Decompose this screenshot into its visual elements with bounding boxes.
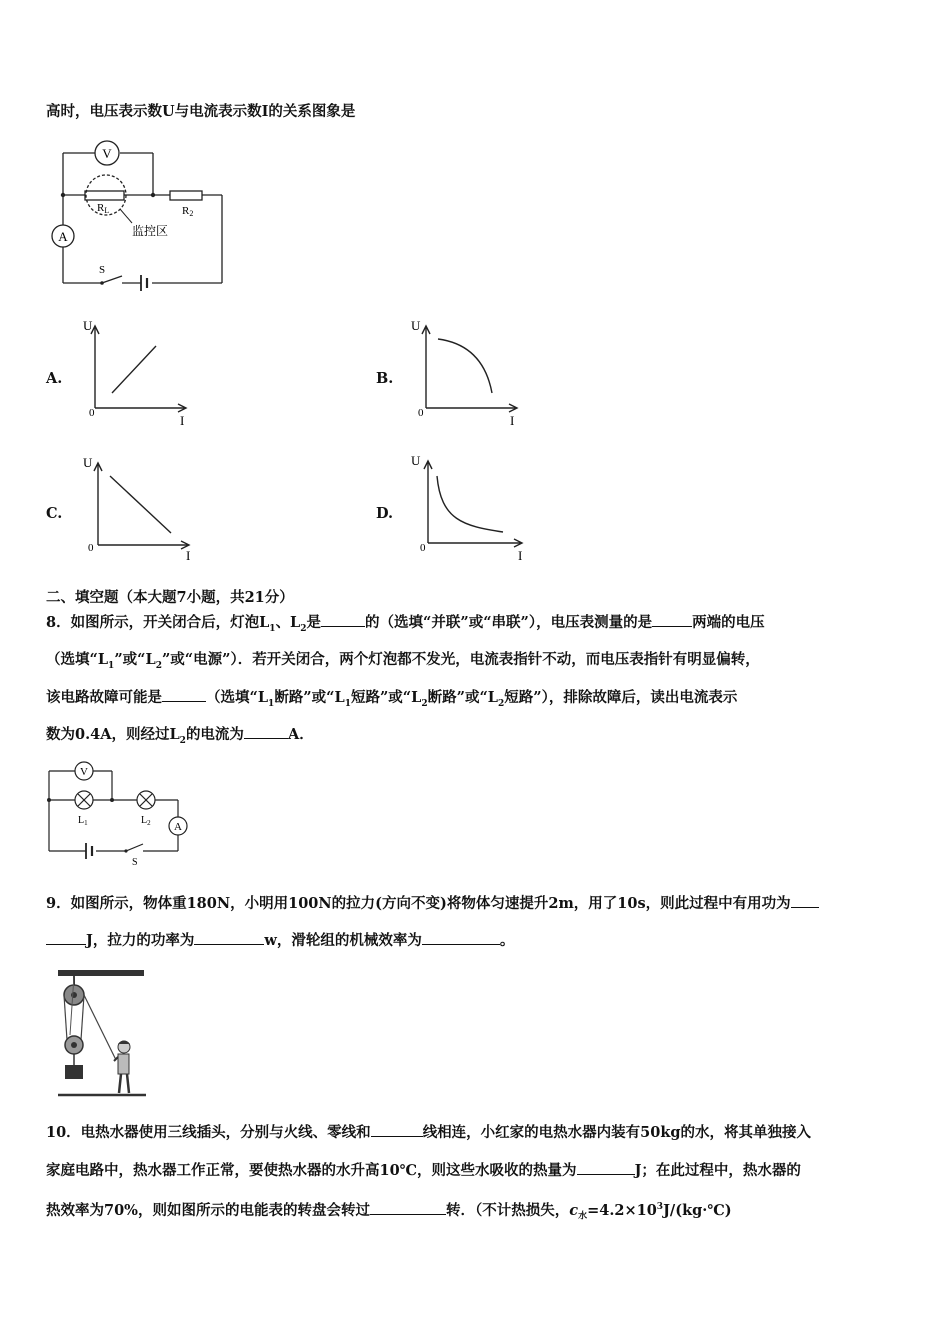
ammeter-label: A — [174, 821, 182, 833]
axis-i: I — [180, 413, 185, 428]
q8-blank-1[interactable] — [321, 612, 365, 627]
graph-option-c — [80, 450, 200, 565]
circuit-diagram-q7 — [40, 135, 240, 295]
switch-label: S — [99, 264, 106, 276]
axis-i: I — [518, 548, 523, 563]
axis-u: U — [411, 318, 421, 333]
axis-u: U — [83, 455, 93, 470]
lamp-l1-label: $L_1$ — [78, 815, 88, 827]
ammeter-label: A — [58, 229, 68, 244]
option-c-label[interactable]: C. — [46, 505, 63, 522]
q8-line3: 该电路故障可能是 （选填“$L_1$断路”或“$L_1$短路”或“$L_2$断路”或“$L_2$短路”），排除故障后，读出电流表示 — [46, 689, 738, 709]
q8-blank-3[interactable] — [162, 687, 206, 702]
q9-blank-2[interactable] — [194, 930, 264, 945]
origin: 0 — [88, 542, 94, 554]
resistor-rl-label: RL — [97, 202, 110, 215]
q9-blank-1a[interactable] — [791, 893, 819, 908]
q9-line1: 9．如图所示，物体重180N，小明用100N的拉力(方向不变)将物体匀速提升2m，用了10s，则此过程中有用功为 — [46, 893, 819, 914]
axis-u: U — [83, 318, 93, 333]
graph-option-d — [408, 450, 533, 565]
q10-blank-3[interactable] — [370, 1200, 446, 1215]
q8-blank-4[interactable] — [244, 724, 288, 739]
q10-blank-1[interactable] — [371, 1122, 423, 1137]
q8-line1: 8．如图所示，开关闭合后，灯泡$L_1$、$L_2$是 的（选填“并联”或“串联”），电压表测量的是 两端的电压 — [46, 614, 765, 634]
monitor-zone-label: 监控区 — [132, 224, 169, 238]
q10-line1: 10．电热水器使用三线插头，分别与火线、零线和 线相连，小红家的电热水器内装有50kg的水，将其单独接入 — [46, 1124, 812, 1141]
section-heading: 二、填空题（本大题7小题，共21分） — [46, 589, 294, 606]
q9-blank-3[interactable] — [422, 930, 500, 945]
resistor-r2-label: R2 — [182, 205, 194, 218]
origin: 0 — [89, 407, 95, 419]
lamp-l2-label: $L_2$ — [141, 815, 151, 827]
origin: 0 — [420, 542, 426, 554]
origin: 0 — [418, 407, 424, 419]
graph-option-b — [408, 315, 528, 430]
option-d-label[interactable]: D. — [376, 505, 394, 522]
option-b-label[interactable]: B. — [376, 370, 394, 387]
voltmeter-label: V — [80, 766, 88, 778]
graph-option-a — [80, 315, 200, 430]
q10-line3: 热效率为70%，则如图所示的电能表的转盘会转过 转．（不计热损失，$c_水=4.2\times 10^3J/(kg\cdot℃)$ — [46, 1201, 732, 1222]
axis-u: U — [411, 453, 421, 468]
voltmeter-label: V — [102, 146, 112, 161]
q9-line2: J，拉力的功率为 w，滑轮组的机械效率为 。 — [46, 930, 514, 951]
q8-line4: 数为0.4A，则经过$L_2$的电流为 A． — [46, 726, 314, 746]
q10-line2: 家庭电路中，热水器工作正常，要使热水器的水升高10℃，则这些水吸收的热量为 J；在此过程中，热水器的 — [46, 1162, 801, 1179]
switch-label: S — [132, 857, 138, 868]
q8-line2: （选填“$L_1$”或“$L_2$”或“电源”）．若开关闭合，两个灯泡都不发光，电流表指针不动，而电压表指针有明显偏转， — [46, 651, 760, 671]
option-a-label[interactable]: A. — [46, 370, 63, 387]
q9-blank-1b[interactable] — [46, 930, 86, 945]
circuit-diagram-q8 — [44, 755, 194, 870]
q8-blank-2[interactable] — [652, 612, 692, 627]
pulley-illustration — [54, 965, 149, 1100]
q10-blank-2[interactable] — [577, 1160, 635, 1175]
axis-i: I — [510, 413, 515, 428]
axis-i: I — [186, 548, 191, 563]
q7-text: 高时，电压表示数U与电流表示数I的关系图象是 — [46, 103, 356, 120]
